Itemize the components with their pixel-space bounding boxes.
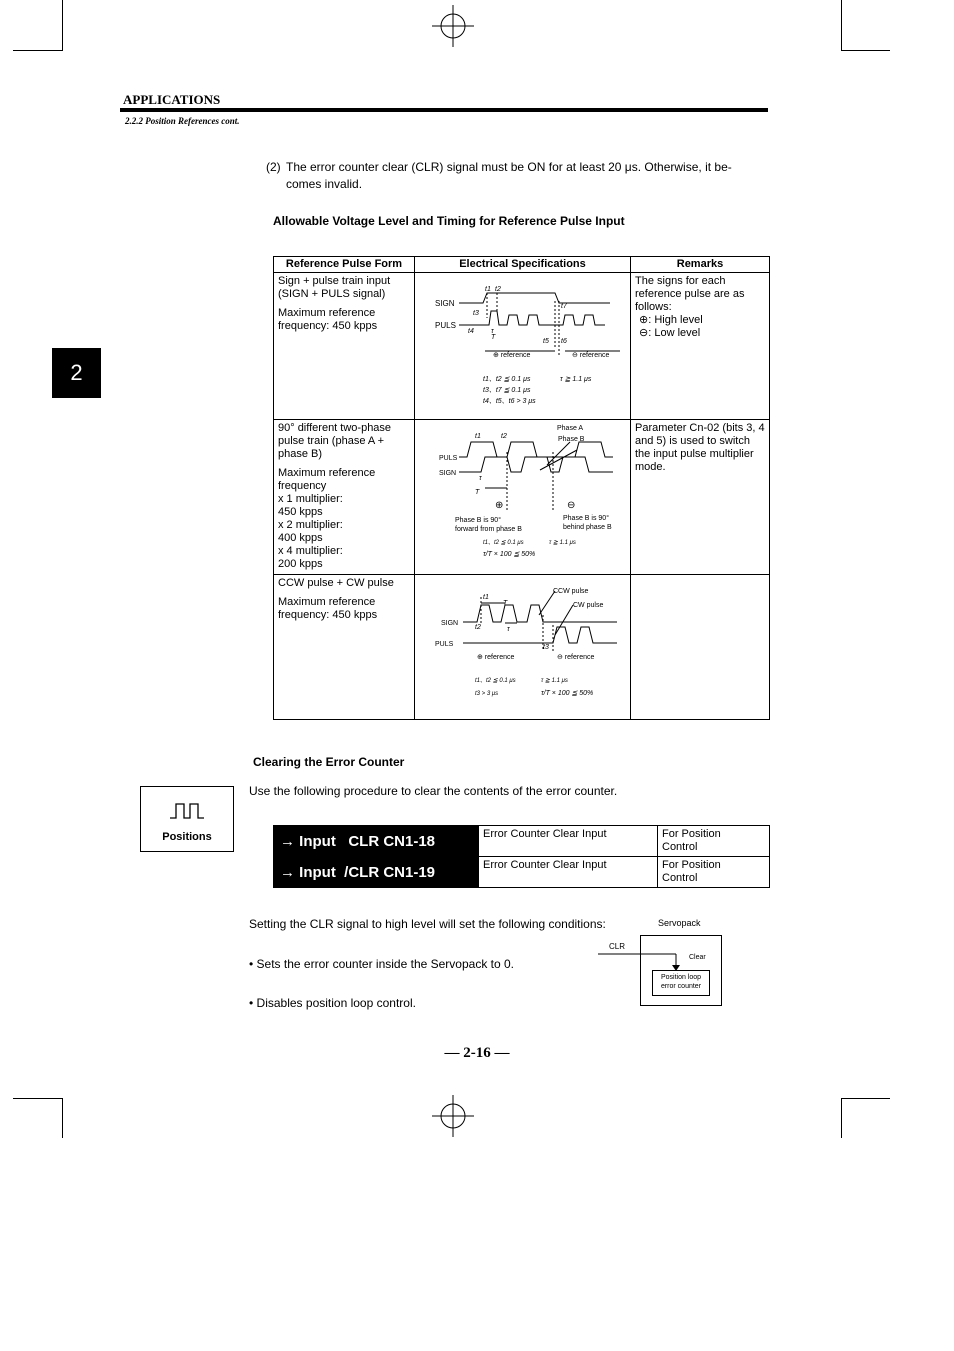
t7-label: t7 xyxy=(561,303,567,310)
spec-cell xyxy=(415,420,631,575)
page-number: — 2-16 — xyxy=(444,1045,510,1061)
puls-label: PULS xyxy=(439,455,458,462)
signal-header xyxy=(274,826,479,857)
crop-mark xyxy=(841,1098,842,1138)
note-text-line2: comes invalid. xyxy=(286,177,363,191)
spec-line: t4、t5、t6 > 3 μs xyxy=(483,398,536,405)
t2-label: t2 xyxy=(501,433,507,440)
pulse-form-text: CCW pulse + CW pulse xyxy=(278,577,394,589)
subsection-header: 2.2.2 Position References cont. xyxy=(125,116,240,126)
T-label: T xyxy=(475,489,480,496)
pulse-form-text: Maximum reference frequency: 450 kpps xyxy=(278,596,378,621)
t2-label: t2 xyxy=(475,624,481,631)
puls-label: PULS xyxy=(435,321,456,330)
remarks-text: The signs for each reference pulse are as follows: xyxy=(635,275,745,313)
t2-label: t2 xyxy=(495,286,501,293)
sign-pulse-timing-diagram xyxy=(415,273,629,415)
spec-line: τ ≧ 1.1 μs xyxy=(560,376,592,383)
clearing-title: Clearing the Error Counter xyxy=(253,755,405,769)
tau-label: τ xyxy=(479,475,482,482)
servopack-title: Servopack xyxy=(658,918,701,928)
phase-a-label: Phase A xyxy=(557,425,584,432)
ccw-cw-timing-diagram xyxy=(415,575,629,715)
t3-label: t3 xyxy=(473,310,479,317)
behind-note: behind phase B xyxy=(563,524,612,531)
pulse-form-text: Sign + pulse train input (SIGN + PULS signal) xyxy=(278,275,391,300)
column-header: Remarks xyxy=(631,257,770,273)
crop-mark xyxy=(62,0,63,50)
pulse-icon xyxy=(168,801,208,821)
crop-mark xyxy=(62,1098,63,1138)
remarks-cell xyxy=(631,420,770,575)
registration-mark xyxy=(432,1095,474,1137)
spec-line: τ/T × 100 ≦ 50% xyxy=(541,690,594,697)
table-row xyxy=(274,575,770,720)
signal-use-text: Control xyxy=(662,872,698,884)
table-row xyxy=(274,857,770,888)
registration-mark xyxy=(432,5,474,47)
spec-line: t1、t2 ≦ 0.1 μs xyxy=(483,540,524,546)
crop-mark xyxy=(13,1098,63,1099)
puls-label: PULS xyxy=(435,641,454,648)
remarks-text: Parameter Cn-02 (bits 3, 4 and 5) is used to switch the input pulse multiplier mode. xyxy=(635,422,765,473)
pulse-form-text: x 1 multiplier: xyxy=(278,493,343,505)
T-label: T xyxy=(491,334,496,341)
spec-line: τ ≧ 1.1 μs xyxy=(541,678,568,684)
signal-header xyxy=(274,857,479,888)
t1-label: t1 xyxy=(475,433,481,440)
crop-mark xyxy=(841,1098,890,1099)
note-number: (2) xyxy=(266,160,281,174)
sign-label: SIGN xyxy=(435,299,455,308)
crop-mark xyxy=(13,50,63,51)
pulse-form-text: 200 kpps xyxy=(278,558,323,570)
pulse-form-text: Maximum reference frequency: 450 kpps xyxy=(278,307,378,332)
signal-use xyxy=(658,857,770,888)
signal-description: Error Counter Clear Input xyxy=(479,857,658,888)
remarks-text: ⊖: Low level xyxy=(639,327,701,339)
crop-mark xyxy=(841,50,890,51)
cw-label: CW pulse xyxy=(573,602,604,609)
tau-label: τ xyxy=(507,626,510,633)
plus-reference-label: ⊕ reference xyxy=(477,654,515,661)
pulse-form-cell xyxy=(274,420,415,575)
spec-cell xyxy=(415,273,631,420)
signal-name: CLR CN1-18 xyxy=(348,832,436,850)
chapter-tab: 2 xyxy=(52,348,101,398)
remarks-cell xyxy=(631,575,770,720)
signal-name: /CLR CN1-19 xyxy=(344,863,436,881)
box-text: error counter xyxy=(660,983,702,990)
tau-label: τ xyxy=(491,328,494,335)
t4-label: t4 xyxy=(468,328,474,335)
remarks-text: ⊕: High level xyxy=(639,314,703,326)
box-text: Position loop xyxy=(660,974,702,981)
table-row xyxy=(274,273,770,420)
spec-line: t1、t2 ≦ 0.1 μs xyxy=(475,678,516,684)
sign-label: SIGN xyxy=(441,620,459,627)
crop-mark xyxy=(841,0,842,50)
setting-text: Setting the CLR signal to high level will set the following conditions: xyxy=(249,917,606,931)
pulse-form-text: x 2 multiplier: xyxy=(278,519,343,531)
clr-signal-table xyxy=(273,825,770,888)
spec-line: t3 > 3 μs xyxy=(475,691,499,697)
forward-note: Phase B is 90° xyxy=(455,517,501,524)
signal-use-text: Control xyxy=(662,841,698,853)
positions-icon-box xyxy=(140,786,234,852)
signal-use xyxy=(658,826,770,857)
pulse-form-cell xyxy=(274,273,415,420)
t5-label: t5 xyxy=(543,338,549,345)
spec-line: t1、t2 ≦ 0.1 μs xyxy=(483,376,531,383)
t1-label: t1 xyxy=(483,594,489,601)
pulse-form-text: 90° different two-phase pulse train (phase A + phase B) xyxy=(278,422,392,460)
reference-pulse-table xyxy=(273,256,770,720)
column-header: Reference Pulse Form xyxy=(274,257,415,273)
ccw-label: CCW pulse xyxy=(553,588,589,595)
pulse-form-text: x 4 multiplier: xyxy=(278,545,343,557)
plus-reference-label: ⊕ reference xyxy=(493,352,531,359)
spec-line: t3、t7 ≦ 0.1 μs xyxy=(483,387,531,394)
section-header: APPLICATIONS xyxy=(123,92,221,107)
signal-use-text: For Position xyxy=(662,828,721,840)
input-label: Input xyxy=(299,863,336,881)
clr-input-label: CLR xyxy=(609,942,626,951)
minus-reference-label: ⊖ reference xyxy=(557,654,595,661)
signal-use-text: For Position xyxy=(662,859,721,871)
remarks-cell xyxy=(631,273,770,420)
header-rule xyxy=(120,108,768,112)
positions-label: Positions xyxy=(162,831,212,843)
clearing-intro: Use the following procedure to clear the contents of the error counter. xyxy=(249,784,618,798)
pulse-form-text: 400 kpps xyxy=(278,532,323,544)
table-header-row xyxy=(274,257,770,273)
bullet-item: • Sets the error counter inside the Servopack to 0. xyxy=(249,957,515,971)
two-phase-timing-diagram xyxy=(415,420,629,570)
signal-description: Error Counter Clear Input xyxy=(479,826,658,857)
table-row xyxy=(274,826,770,857)
minus-sign: ⊖ xyxy=(567,500,576,511)
column-header: Electrical Specifications xyxy=(415,257,631,273)
t6-label: t6 xyxy=(561,338,567,345)
arrow-right-icon: → xyxy=(280,863,295,881)
spec-line: τ ≧ 1.1 μs xyxy=(549,540,576,546)
position-loop-counter-box xyxy=(652,970,710,996)
pulse-form-cell xyxy=(274,575,415,720)
table-row xyxy=(274,420,770,575)
pulse-form-text: 450 kpps xyxy=(278,506,323,518)
arrow-right-icon: → xyxy=(280,832,295,850)
t3-label: t3 xyxy=(543,644,549,651)
spec-cell xyxy=(415,575,631,720)
forward-note: forward from phase B xyxy=(455,526,522,533)
note-text-line1: The error counter clear (CLR) signal must be ON for at least 20 μs. Otherwise, it be- xyxy=(286,160,732,174)
t1-label: t1 xyxy=(485,286,491,293)
plus-sign: ⊕ xyxy=(495,500,504,511)
clear-label: Clear xyxy=(689,954,706,961)
bullet-item: • Disables position loop control. xyxy=(249,996,416,1010)
phase-b-label: Phase B xyxy=(558,436,585,443)
behind-note: Phase B is 90° xyxy=(563,515,609,522)
T-label: T xyxy=(503,600,508,607)
pulse-form-text: Maximum reference frequency xyxy=(278,467,376,492)
sign-label: SIGN xyxy=(439,470,457,477)
minus-reference-label: ⊖ reference xyxy=(572,352,610,359)
input-label: Input xyxy=(299,832,336,850)
spec-line: τ/T × 100 ≦ 50% xyxy=(483,551,536,558)
table-title: Allowable Voltage Level and Timing for Reference Pulse Input xyxy=(273,214,625,228)
